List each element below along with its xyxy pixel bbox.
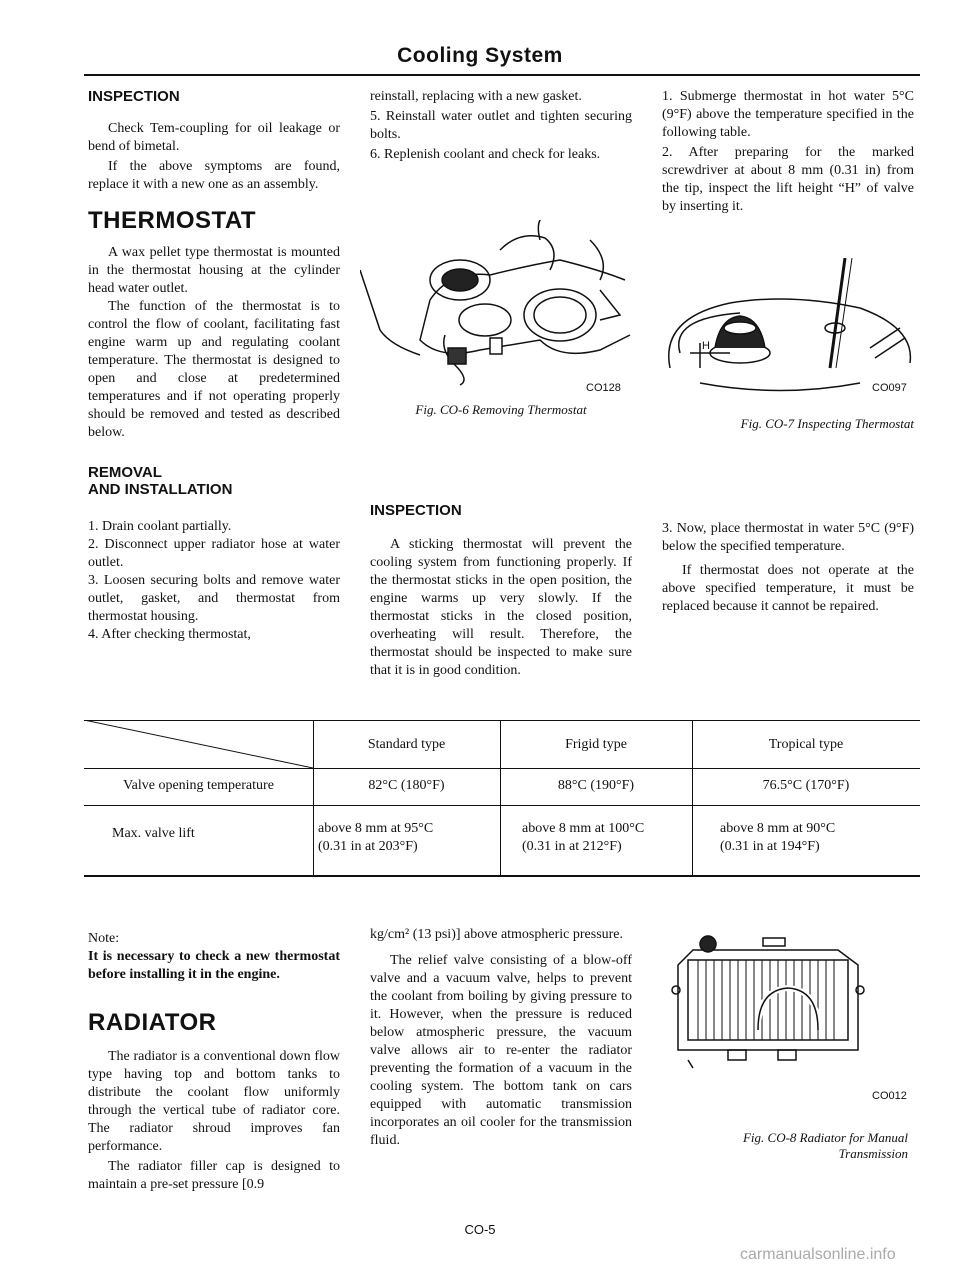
removing-thermostat-illustration bbox=[360, 220, 640, 390]
middle-inspection-paragraph: A sticking thermostat will prevent the cooling system from functioning properly. If the thermostat sticks in the open position, the engine warms up very slowly. If the thermostat sticks in the closed position, overheating will result. Therefore, the thermostat should be inspected to make sure that it is in good condition. bbox=[370, 537, 632, 678]
table-header-standard: Standard type bbox=[367, 737, 446, 752]
table-header-tropical: Tropical type bbox=[768, 737, 844, 752]
right-lower bbox=[662, 520, 914, 616]
removal-heading-line-1: REMOVAL bbox=[88, 464, 162, 481]
table-cell-opening-tropical: 76.5°C (170°F) bbox=[762, 778, 850, 793]
fig-co8-caption bbox=[662, 1130, 908, 1162]
lift-standard-line-2: (0.31 in at 203°F) bbox=[318, 839, 418, 854]
table-row-label-opening: Valve opening temperature bbox=[123, 778, 274, 793]
fig-co7-h-label: H bbox=[702, 340, 710, 352]
step-6: 6. Replenish coolant and check for leaks. bbox=[370, 147, 601, 162]
page-number: CO-5 bbox=[464, 1222, 496, 1237]
fig-co7-code: CO097 bbox=[872, 382, 907, 394]
removal-step-4: 4. After checking thermostat, bbox=[88, 627, 251, 642]
table-row-rule bbox=[84, 805, 920, 806]
lift-tropical-line-2: (0.31 in at 194°F) bbox=[720, 839, 820, 854]
fig-co8-caption-line-2: Transmission bbox=[838, 1146, 908, 1161]
table-bottom-rule bbox=[84, 875, 920, 877]
watermark: carmanualsonline.info bbox=[740, 1246, 896, 1263]
removal-heading bbox=[88, 464, 340, 498]
table-cell-lift-tropical bbox=[720, 820, 910, 856]
right-column bbox=[662, 88, 914, 216]
thermostat-paragraph-1: A wax pellet type thermostat is mounted in the thermostat housing at the cylinder head water outlet. bbox=[88, 245, 340, 296]
table-diagonal bbox=[84, 720, 313, 768]
fig-co8-code: CO012 bbox=[872, 1090, 907, 1102]
table-cell-lift-standard bbox=[318, 820, 498, 856]
right-step-2: 2. After preparing for the marked screwdriver at about 8 mm (0.31 in) from the tip, inspect the lift height “H” of valve by inserting it. bbox=[662, 145, 914, 214]
page-header: Cooling System bbox=[397, 44, 563, 67]
right-step-3: 3. Now, place thermostat in water 5°C (9°F) below the specified temperature. bbox=[662, 521, 914, 554]
removal-heading-line-2: AND INSTALLATION bbox=[88, 481, 233, 498]
removal-step-3: 3. Loosen securing bolts and remove water outlet, gasket, and thermostat from thermostat housing. bbox=[88, 573, 340, 624]
middle-inspection-heading: INSPECTION bbox=[370, 502, 462, 519]
table-cell-opening-standard: 82°C (180°F) bbox=[368, 778, 445, 793]
lift-tropical-line-1: above 8 mm at 90°C bbox=[720, 821, 836, 836]
inspection-paragraph-1: Check Tem-coupling for oil leakage or bend of bimetal. bbox=[88, 121, 340, 154]
table-header-rule bbox=[84, 768, 920, 769]
inspection-paragraph-2: If the above symptoms are found, replace it with a new one as an assembly. bbox=[88, 159, 340, 192]
table-cell-opening-frigid: 88°C (190°F) bbox=[557, 778, 635, 793]
right-step-3-paragraph: If thermostat does not operate at the above specified temperature, it must be replaced because it cannot be repaired. bbox=[662, 563, 914, 614]
table-header-frigid: Frigid type bbox=[565, 737, 627, 752]
fig-co8-caption-line-1: Fig. CO-8 Radiator for Manual bbox=[742, 1130, 908, 1145]
right-step-1: 1. Submerge thermostat in hot water 5°C (9°F) above the temperature specified in the following table. bbox=[662, 89, 914, 140]
relief-valve-paragraph: The relief valve consisting of a blow-off valve and a vacuum valve, helps to prevent the coolant from boiling by giving pressure to it. However, when the pressure is reduced below atmospheric pressure, the vacuum valve allows air to re-enter the radiator preventing the formation of a vacuum in the cooling system. The bottom tank on cars equipped with automatic transmission incorporates an oil cooler for the transmission fluid. bbox=[370, 953, 632, 1148]
bottom-left-column bbox=[88, 930, 340, 1194]
left-column bbox=[88, 88, 340, 644]
table-row-label-lift: Max. valve lift bbox=[112, 826, 195, 841]
radiator-cap-continued: kg/cm² (13 psi)] above atmospheric pressure. bbox=[370, 927, 624, 942]
bottom-middle-column bbox=[370, 926, 632, 1150]
thermostat-paragraph-2: The function of the thermostat is to control the flow of coolant, facilitating fast engine warm up and regulating coolant temperature. The thermostat is designed to open and close at predetermined temperatures and if not operating properly should be removed and tested as described below. bbox=[88, 299, 340, 440]
radiator-paragraph-1: The radiator is a conventional down flow type having top and bottom tanks to distribute the coolant flow uniformly through the vertical tube of radiator core. The radiator shroud improves fan performance. bbox=[88, 1049, 340, 1154]
lift-frigid-line-1: above 8 mm at 100°C bbox=[522, 821, 645, 836]
lift-frigid-line-2: (0.31 in at 212°F) bbox=[522, 839, 622, 854]
radiator-illustration bbox=[668, 930, 868, 1080]
note-text: It is necessary to check a new thermostat before installing it in the engine. bbox=[88, 949, 340, 982]
radiator-heading: RADIATOR bbox=[88, 1009, 217, 1036]
fig-co7-caption: Fig. CO-7 Inspecting Thermostat bbox=[740, 416, 914, 431]
thermostat-heading: THERMOSTAT bbox=[88, 207, 257, 234]
removal-step-1: 1. Drain coolant partially. bbox=[88, 519, 232, 534]
middle-inspection bbox=[370, 502, 632, 680]
fig-co6-code: CO128 bbox=[586, 382, 621, 394]
fig-co6-caption: Fig. CO-6 Removing Thermostat bbox=[415, 402, 587, 417]
note-label: Note: bbox=[88, 931, 120, 946]
lift-standard-line-1: above 8 mm at 95°C bbox=[318, 821, 434, 836]
step-5: 5. Reinstall water outlet and tighten securing bolts. bbox=[370, 109, 632, 142]
step-continued: reinstall, replacing with a new gasket. bbox=[370, 89, 582, 104]
middle-column bbox=[370, 88, 632, 164]
radiator-paragraph-2: The radiator filler cap is designed to maintain a pre-set pressure [0.9 bbox=[88, 1159, 340, 1192]
removal-step-2: 2. Disconnect upper radiator hose at water outlet. bbox=[88, 537, 340, 570]
inspection-heading: INSPECTION bbox=[88, 88, 180, 105]
header-rule bbox=[84, 74, 920, 76]
table-cell-lift-frigid bbox=[522, 820, 692, 856]
